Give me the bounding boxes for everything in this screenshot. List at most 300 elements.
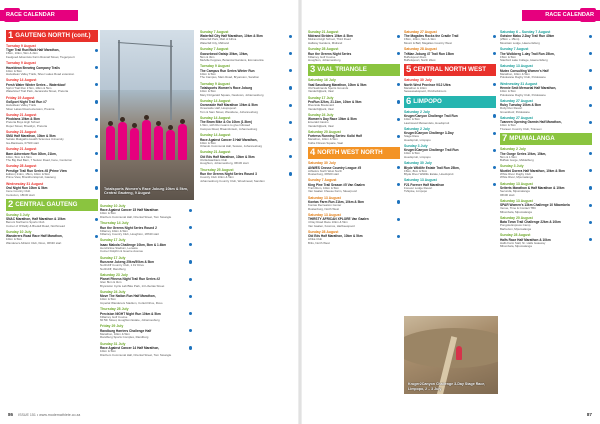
event-name [308,100,400,104]
arrow-circle-icon[interactable] [289,138,292,141]
event-name [6,134,98,138]
event-venue: Corner Dolphin & Guerne Avenue [100,250,144,254]
event-distances: 10km & 5km [404,118,421,122]
arrow-circle-icon[interactable] [95,118,98,121]
arrow-circle-icon[interactable] [589,204,592,207]
event-name-text: Randburg Harriers Challenge Half [100,328,152,333]
event-name [500,203,592,207]
event-name-text: SPAR Women's 13km Challenge 10 Mbombela [500,203,570,208]
arrow-circle-icon[interactable] [95,235,98,238]
event-name [404,83,496,87]
event-date: Sunday 21 August [6,112,37,117]
event-venue: The Big Red Barn, 7 Nelson Road, Irene, Centurion [6,159,73,163]
event-date: Saturday 13 August [308,212,341,217]
event-name-text: Runzone Jukeng 25km/50km & 5km [100,260,155,265]
event-distances: Marathon, 10km & 5km [100,332,130,336]
event-distances: 5km & 1.5km [500,155,517,159]
event-distances: 15km, 8km & 5km [404,169,428,173]
event-venue: Hoedspruit, Limpopo [404,138,431,142]
event-distances: Buffelspoort Dam [404,55,427,59]
event-distances: 10km & 5km [404,152,421,156]
event-distances: Sprint Trail Run 17km, 10km & 5km [6,86,52,90]
event-name-text: King Pine Trail Season #5 Van Gaalen [308,182,365,187]
event-name-text: Nkwlini Dorera Half Marathon, 10km & 5km [500,168,565,173]
event-venue: 06h00 start [500,193,515,197]
event-distances: Hendrickse Stadium, Lenasia [100,246,138,250]
event-venue: Tom & Sam Street, Westdene, Johannesburg [200,110,258,114]
event-venue: Orlando Communal Hall, Soweto, Johannesburg [200,145,263,149]
arrow-circle-icon[interactable] [189,329,192,332]
event-venue: Rustenburg, North West [308,207,339,211]
event-entry [100,273,192,288]
arrow-circle-icon[interactable] [289,69,292,72]
event-venue: Wanderers Athletic Club, Illovo, 06h30 start [6,241,62,245]
event-date: Saturday 13 August [500,64,533,69]
event-distances: Country Club 10km & 5km [200,176,234,180]
page-footer [583,411,592,419]
event-distances: 1.5km, with Run teams to give followed [200,124,251,128]
event-venue: Hazeldean Valley Trails, Silver Lakes Road extension [6,73,75,77]
event-name [308,117,400,121]
event-name [6,152,98,156]
arrow-circle-icon[interactable] [589,104,592,107]
photo-caption: Kruger2Canyon Challenge 3-Day Stage Race, Limpopo, 2 – 3 July [408,382,486,391]
event-name [308,52,400,56]
arrow-circle-icon[interactable] [493,166,496,169]
region-header [308,64,400,76]
arrow-circle-icon[interactable] [289,121,292,124]
event-distances: 5km & 3km [200,55,215,59]
event-name [200,52,292,56]
event-venue: Bryanston Cycle Lab Bike Park, 14 Libertas Street [100,284,165,288]
page-footer [8,411,80,419]
event-venue: Waterfall City, Midrand [200,41,229,45]
event-name-text: Vaal Sasolburg Marathon, 10km & 5km [308,82,367,87]
region-title: NORTH WEST NORTH [317,149,383,157]
arrow-circle-icon[interactable] [589,186,592,189]
arrow-circle-icon[interactable] [493,83,496,86]
event-entry [500,216,592,231]
event-distances: Kontas Recreation Center [308,204,342,208]
event-entry [6,182,98,197]
event-entry [500,99,592,114]
event-venue: Killarney Country Club, Houghton, 18h30 start [100,233,159,237]
region-header [404,64,496,76]
event-distances: Riverside Boulevard [308,104,334,108]
event-venue: Seweweekspoort, Potchefstroom [404,90,447,94]
event-name [200,103,292,107]
arrow-circle-icon[interactable] [589,86,592,89]
event-date: Tuesday 9 August [6,61,36,66]
event-venue: Buffelspoort, North West [404,59,436,63]
event-date: Saturday 13 August [308,195,341,200]
event-entry [404,47,496,62]
event-date: Saturday 30 July [308,161,336,166]
event-date: Sunday 24 July [308,112,334,117]
event-date: Saturday 2 July [404,126,430,131]
arrow-circle-icon[interactable] [397,118,400,121]
arrow-circle-icon[interactable] [289,155,292,158]
event-date: Sunday 28 August [308,230,339,235]
event-date: Tuesday 9 August [200,81,230,86]
event-entry [308,178,400,193]
region-number: 5 [406,64,412,76]
event-date: Thursday 25 August [200,167,234,172]
event-name-text: Barn Adventure Run 30km, 21km, [6,151,57,156]
event-distances: Venue, Time & Contact TBC [500,207,537,211]
event-distances: Athletics North West North [308,169,343,173]
event-name-text: ProRun 32km, 21.1km, 10km & 5km [308,100,362,105]
arrow-circle-icon[interactable] [95,218,98,221]
event-entry [200,168,292,183]
arrow-circle-icon[interactable] [189,243,192,246]
event-distances: 10km & 5km [100,212,117,216]
event-date: Sunday 7 August [500,47,529,52]
event-distances: 10km & 5km [200,141,217,145]
event-venue: Dischem Communal Hall, Oriental Street, Tom Stoangle [100,353,172,357]
event-name-text: ANWES Crosse Country League #5 [308,165,362,170]
event-date: Tuesday 9 August [200,64,230,69]
event-name [308,134,400,138]
event-name [500,220,592,224]
event-venue: Tshipise, Limpopo [404,190,428,194]
event-distances: Forever Lodge Resort [404,186,433,190]
event-name [6,217,98,221]
arrow-circle-icon[interactable] [493,35,496,38]
event-date: Wednesday 31 August [500,81,538,86]
event-entry [404,161,496,176]
arrow-circle-icon[interactable] [189,346,192,349]
event-date: Sunday 14 August [200,98,231,103]
event-name [308,200,400,204]
event-venue: Houghton, Johannesburg [308,59,341,63]
event-entry [6,147,98,162]
event-name-text: Planet Fitness Night Trail Run Series #2 [100,277,161,282]
arrow-circle-icon[interactable] [397,83,400,86]
event-date: Sunday 31 July [100,341,126,346]
page-number: 87 [586,412,592,417]
event-entry [308,78,400,93]
event-name-text: The Campus Run Series Winter Run [200,68,255,73]
region-title: CENTRAL GAUTENG [15,200,78,208]
arrow-circle-icon[interactable] [95,49,98,52]
arrow-circle-icon[interactable] [397,200,400,203]
event-distances: 10km & 5km [200,90,217,94]
event-name [500,152,592,156]
event-name [404,114,496,118]
calendar-column [308,30,400,406]
event-entry [100,342,192,357]
event-entry [500,64,592,79]
event-venue: Ga-Rankuwa, 07h00 start [6,141,39,145]
event-name-text: Tzaneen Opening Garmin Half Marathon, [500,120,562,125]
arrow-circle-icon[interactable] [289,172,292,175]
arrow-circle-icon[interactable] [189,278,192,281]
event-name-text: Race Against Cancer 3 Half Marathon, [200,137,258,142]
event-distances: Waterfall Park, Mall of Africa [200,38,237,42]
event-distances: Afrika Club [308,238,323,242]
event-date: Saturday 20 August [308,130,341,135]
event-date: Saturday 20 August [500,216,533,221]
event-venue: Dischem Communal Hall, Oriental Street, Tom Stoangle [100,215,172,219]
event-date: Sunday 3 July [6,212,30,217]
event-venue: Feelgoed Adventure Farm Rosnail Street, Tiegerpoort [6,55,75,59]
arrow-circle-icon[interactable] [95,66,98,69]
event-date: Sunday 28 August [308,47,339,52]
region-number: 2 [8,198,14,210]
event-name [200,155,292,159]
event-entry [308,230,400,245]
event-venue: Imperial Wanderers Stadium, Corlett Drive, Illovo [100,301,163,305]
event-name [100,277,192,281]
event-venue: Van Gaalen, Kosmos, Hartbeespoort [308,224,356,228]
event-entry [200,99,292,114]
event-venue: Polokwane Rugby Club, Polokwane [500,93,546,97]
event-distances: Pongola Express Camp [500,224,531,228]
event-venue: Roper Street, Brooklyn, Pretoria [6,124,47,128]
event-date: Sunday 28 August [500,233,531,238]
event-date: Saturday 6 – Sunday 7 August [500,30,551,34]
event-venue: Vanderbijlpark, Vaal [308,107,334,111]
event-name-text: Move The Nation Run Half Marathon, [100,294,156,299]
event-name-text: Run the Greens Night Series Round 3 [200,172,257,177]
event-name-text: Blyde Wildlife Estate Trail Run 25km, [404,165,460,170]
event-entry [100,221,192,236]
arrow-circle-icon[interactable] [589,169,592,172]
event-date: Saturday 16 July [308,78,336,83]
arrow-circle-icon[interactable] [589,152,592,155]
event-name [6,83,98,87]
event-distances: 4 Day Road Race 10km & 5km [308,221,348,225]
event-date: Sunday 17 July [308,95,334,100]
event-name-text: Old Eds Half Marathon, 10km & 5km [200,154,255,159]
arrow-circle-icon[interactable] [95,186,98,189]
event-date: Sunday 21 August [200,150,231,155]
event-distances: Killarney Golf Course [308,55,336,59]
event-name [308,166,400,170]
event-name-text: The Bram Bike & Go 10km (1.5km) [200,120,252,125]
event-venue: Johannesburg Country Club, Woodmead, Sandton [200,179,265,183]
arrow-circle-icon[interactable] [493,132,496,135]
event-name [308,183,400,187]
event-venue: Halfway Gardens, Midrand [308,41,343,45]
spine-fold [298,0,302,424]
event-venue: Vanderbijlpark, Vaal [308,90,334,94]
event-entry [404,178,496,193]
event-entry [100,256,192,271]
event-name-text: Hennie Smit Memorial Half Marathon, [500,86,557,91]
event-distances: Pretoria Boys High School [6,121,40,125]
event-venue: Hoedspruit, Limpopo [404,155,431,159]
event-name [100,243,192,247]
arrow-circle-icon[interactable] [189,295,192,298]
event-entry [100,290,192,305]
event-date: Saturday 27 August [500,98,533,103]
arrow-circle-icon[interactable] [493,52,496,55]
arrow-circle-icon[interactable] [397,100,400,103]
event-name-text: SMU Half Marathon, 10km & 5km [6,134,56,139]
event-entry [308,113,400,128]
event-name-text: Goosebeod Gatsip 30km, 10km, [200,51,249,56]
arrow-circle-icon[interactable] [397,35,400,38]
event-name [200,172,292,176]
arrow-circle-icon[interactable] [95,169,98,172]
arrow-circle-icon[interactable] [493,114,496,117]
arrow-circle-icon[interactable] [95,135,98,138]
arrow-circle-icon[interactable] [589,69,592,72]
event-name [100,208,192,212]
event-venue: 60 5th Street, Houghton Estate, Johannesburg [100,319,160,323]
event-distances: Ruby Run Resort [500,107,523,111]
region-number: 1 [8,30,14,41]
event-name [500,103,592,107]
event-date: Sunday 7 August [200,30,229,34]
arrow-circle-icon[interactable] [95,83,98,86]
region-header [6,30,98,42]
event-venue: Melville Koppies, Botanical Gardens, Emmarentia [200,59,264,63]
event-entry [6,230,98,245]
event-venue: Tzaneen Country Club, Tzaneen [500,127,542,131]
event-venue: Polokwane Rugby Club, Polokwane [500,76,546,80]
event-venue: Mbombela, Mpumalanga [500,245,532,249]
event-name-text: F21 Forever Half Marathon [404,182,445,187]
event-distances: Sefako Makgatho Health Sciences University [6,138,64,142]
event-entry [404,78,496,93]
event-name [308,234,400,238]
event-name-text: Kontas Farm Run 21km, 10km & 5km [308,200,364,205]
event-name-text: Race Against Cancer 14 Half Marathon, [100,346,160,351]
event-name-text: Run the Greens Night Series [308,51,352,56]
region-header [6,199,98,211]
region-header [404,96,496,108]
event-venue: Blyde River Wildlife Estate, Hoedspruit [404,173,454,177]
race-calendar-tab: RACE CALENDAR [522,10,600,21]
event-name [500,186,592,190]
event-distances: Old Sasbrands Sports Grounds [308,86,349,90]
arrow-circle-icon[interactable] [589,221,592,224]
arrow-circle-icon[interactable] [589,35,592,38]
arrow-circle-icon[interactable] [397,235,400,238]
right-page [300,0,600,424]
event-entry [308,196,400,211]
event-name-text: The Gorge Series 10km, 15km, [500,151,547,156]
arrow-circle-icon[interactable] [589,52,592,55]
event-name-text: Oceanside Half Marathon 10km & 5km [200,103,258,108]
arrow-circle-icon[interactable] [289,104,292,107]
arrow-circle-icon[interactable] [589,121,592,124]
event-date: Sunday 28 August [6,164,37,169]
event-name [404,148,496,152]
event-entry [6,44,98,59]
event-name [200,69,292,73]
event-name [404,131,496,135]
arrow-circle-icon[interactable] [95,152,98,155]
event-date: Saturday 13 August [500,198,533,203]
event-distances: 10km & 5km [6,69,23,73]
arrow-circle-icon[interactable] [289,35,292,38]
event-date: Sunday 3 July [404,144,428,149]
event-date: Sunday 3 July [500,164,524,169]
event-name [6,48,98,52]
event-entry [500,116,592,131]
event-distances: 15km, 10km, 5km & 3km [404,38,436,42]
event-name [100,226,192,230]
arrow-circle-icon[interactable] [397,52,400,55]
event-venue: The Campus, Main Road, Bryanston, Sandton [200,76,260,80]
arrow-circle-icon[interactable] [95,100,98,103]
event-distances: 10km & 5km [100,298,117,302]
calendar-column [100,204,192,406]
arrow-circle-icon[interactable] [493,183,496,186]
arrow-circle-icon[interactable] [289,52,292,55]
event-distances: Secunda, Mpumalanga [500,190,530,194]
event-name [6,66,98,70]
arrow-circle-icon[interactable] [189,209,192,212]
event-venue: Van Gaalen Cheese Farm, Skeerpoort [308,190,358,194]
arrow-circle-icon[interactable] [397,183,400,186]
event-distances: Irene Country Club [6,190,31,194]
event-name-text: THIRSTY AFRICAN XPLORE Van Gaalen [308,217,369,222]
event-venue: Buffalo Gorge, Middelburg [500,159,534,163]
arrow-circle-icon[interactable] [289,86,292,89]
event-name-text: Seiterts Marathon & Half Marathon & 10km [500,186,565,191]
event-entry [308,96,400,111]
event-entry [100,238,192,253]
event-entry [6,113,98,128]
event-name [200,120,292,124]
event-entry [500,30,592,45]
event-name-text: Waterfall City Half Marathon, 10km & 5km [200,34,263,39]
event-name-text: North West Province 9/12 Ultra [404,82,451,87]
event-venue: Centurion, 18h30 start [6,193,35,197]
event-name-text: Midrand Striders 10km & 5km [308,34,353,39]
event-distances: Trail 21km, 10km & 5km [308,186,340,190]
event-distances: Edition) 21km, 15km, 10km & 5km [6,172,51,176]
region-title: GAUTENG NORTH (cont.) [15,32,91,39]
event-distances: Killarney 10km & 5km [100,229,128,233]
event-name-text: The Wolkberg 1-day Trail Run 25km, [500,51,555,56]
arrow-circle-icon[interactable] [589,238,592,241]
event-entry [500,82,592,97]
event-entry [308,130,400,145]
event-date: Saturday 30 July [404,161,432,166]
arrow-circle-icon[interactable] [397,135,400,138]
event-entry [200,133,292,148]
event-entry [404,110,496,125]
arrow-circle-icon[interactable] [189,226,192,229]
event-name-text: Mutex Consulting Women's Half [500,68,549,73]
event-venue: White River, Mpumalanga [500,176,534,180]
arrow-circle-icon[interactable] [397,218,400,221]
event-venue: Vanderbijlpark, Vaal [308,124,334,128]
event-name [404,166,496,170]
event-date: Saturday 13 August [500,181,533,186]
event-date: Tuesday 9 August [6,44,36,48]
arrow-circle-icon[interactable] [189,260,192,263]
event-date: Sunday 14 August [200,116,231,121]
event-name-text: Kruger/Canyon Challenge Trail Run [404,114,458,119]
event-name-text: GoSport Night Trail Run #7 [6,100,47,105]
event-date: Sunday 14 August [6,78,37,83]
event-distances: Marathon, 10km & 5km [308,138,338,142]
event-name [500,120,592,124]
event-entry [100,204,192,219]
race-photo [404,316,498,394]
arrow-circle-icon[interactable] [189,312,192,315]
arrow-circle-icon[interactable] [493,149,496,152]
issue-info: ISSUE 151 • www.modernathlete.co.za [18,413,81,417]
arrow-circle-icon[interactable] [397,166,400,169]
